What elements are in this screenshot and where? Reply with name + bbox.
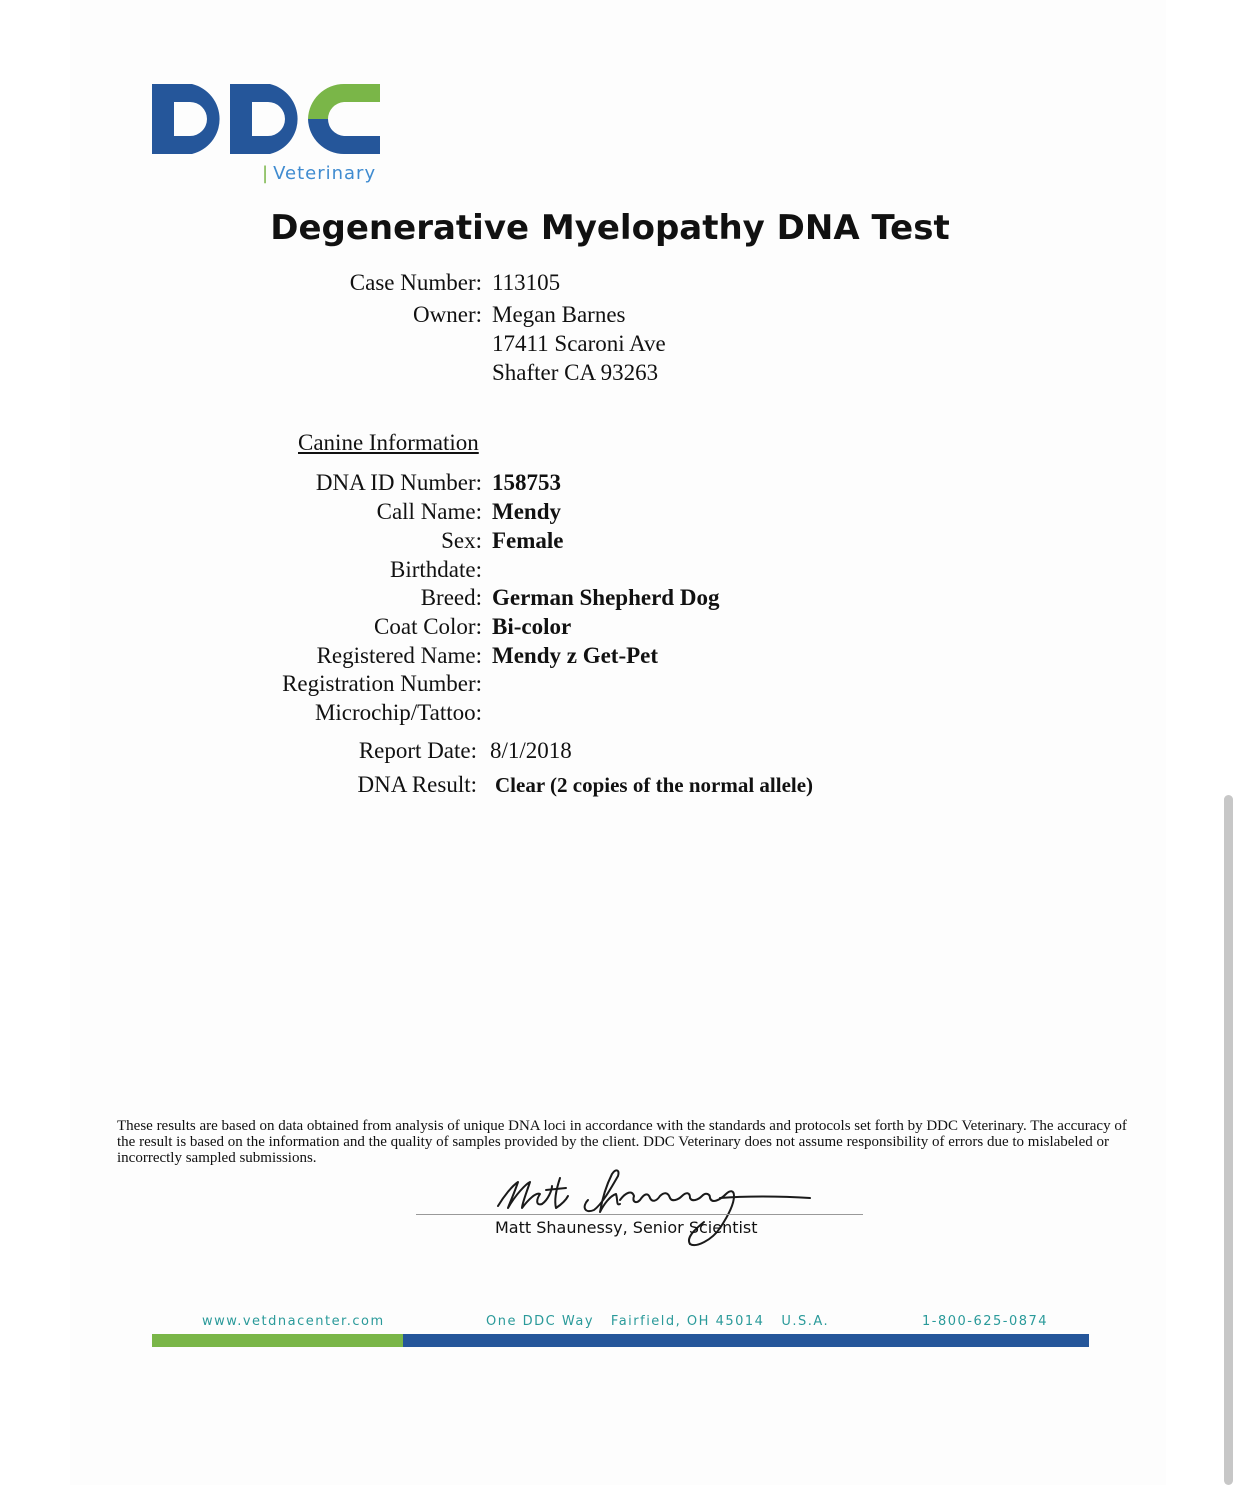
- case-number-label: Case Number:: [349, 270, 482, 295]
- canine-field-label: Coat Color:: [374, 614, 482, 639]
- dna-result-value: Clear (2 copies of the normal allele): [495, 773, 814, 797]
- canine-field-row: [0, 669, 1242, 699]
- canine-field-value: Mendy z Get-Pet: [492, 643, 659, 668]
- logo-subtitle: [262, 163, 376, 184]
- report-date-label: Report Date:: [358, 738, 477, 763]
- canine-field-row: [0, 497, 1242, 527]
- scrollbar[interactable]: [1224, 795, 1233, 1485]
- canine-field-label: Registration Number:: [282, 671, 482, 696]
- case-number-value: 113105: [492, 270, 561, 295]
- dna-result-row: [0, 770, 1242, 800]
- logo-divider: |: [262, 163, 270, 184]
- logo-letter-c-blue: [308, 119, 380, 154]
- canine-field-row: [0, 468, 1242, 498]
- logo-letter-d2: [230, 84, 298, 154]
- owner-name: Megan Barnes: [492, 302, 626, 327]
- canine-field-value: German Shepherd Dog: [492, 585, 720, 610]
- owner-label: Owner:: [413, 302, 482, 327]
- canine-field-row: [0, 641, 1242, 671]
- footer-phone: 1-800-625-0874: [922, 1314, 1049, 1329]
- logo-letter-c-green: [308, 84, 380, 119]
- canine-field-row: [0, 555, 1242, 585]
- canine-field-value: Mendy: [492, 499, 561, 524]
- owner-row: [0, 300, 1242, 330]
- canine-field-value: 158753: [492, 470, 561, 495]
- canine-field-label: Microchip/Tattoo:: [314, 700, 482, 725]
- logo-subtitle-text: Veterinary: [273, 163, 377, 184]
- canine-field-row: [0, 583, 1242, 613]
- case-number-row: [0, 268, 1242, 298]
- signature-image: [490, 1160, 820, 1255]
- canine-field-label: DNA ID Number:: [315, 470, 482, 495]
- canine-field-row: [0, 612, 1242, 642]
- report-date-row: [0, 736, 1242, 766]
- dna-result-label: DNA Result:: [357, 772, 477, 797]
- signatory-name: Matt Shaunessy, Senior Scientist: [495, 1218, 758, 1237]
- footer-website: www.vetdnacenter.com: [202, 1314, 385, 1329]
- canine-field-row: [0, 698, 1242, 728]
- canine-field-value: Bi-color: [492, 614, 572, 639]
- canine-field-label: Registered Name:: [316, 643, 482, 668]
- report-title: Degenerative Myelopathy DNA Test: [270, 208, 950, 248]
- canine-field-label: Sex:: [441, 528, 482, 553]
- canine-field-label: Breed:: [420, 585, 482, 610]
- signature-line: [416, 1214, 863, 1215]
- report-date-value: 8/1/2018: [490, 738, 572, 763]
- logo-letter-d1: [152, 84, 220, 154]
- footer-bar-green: [152, 1334, 403, 1347]
- canine-field-row: [0, 526, 1242, 556]
- canine-info-heading: Canine Information: [298, 430, 479, 455]
- canine-field-label: Birthdate:: [390, 557, 482, 582]
- canine-field-value: Female: [492, 528, 564, 553]
- canine-field-label: Call Name:: [376, 499, 482, 524]
- footer-address: One DDC Way Fairfield, OH 45014 U.S.A.: [486, 1314, 830, 1329]
- owner-address-line2: Shafter CA 93263: [492, 360, 659, 385]
- owner-address-line1: 17411 Scaroni Ave: [492, 331, 666, 356]
- footer-bar-blue: [403, 1334, 1089, 1347]
- disclaimer-text: These results are based on data obtained from analysis of unique DNA loci in accordance with the standards and protocols set forth by DDC Veterinary. The accuracy of the result is based on the information and the quality of samples provided by the client. DDC Veterinary does not assume responsibility of errors due to mislabeled or incorrectly sampled submissions.: [117, 1118, 1127, 1166]
